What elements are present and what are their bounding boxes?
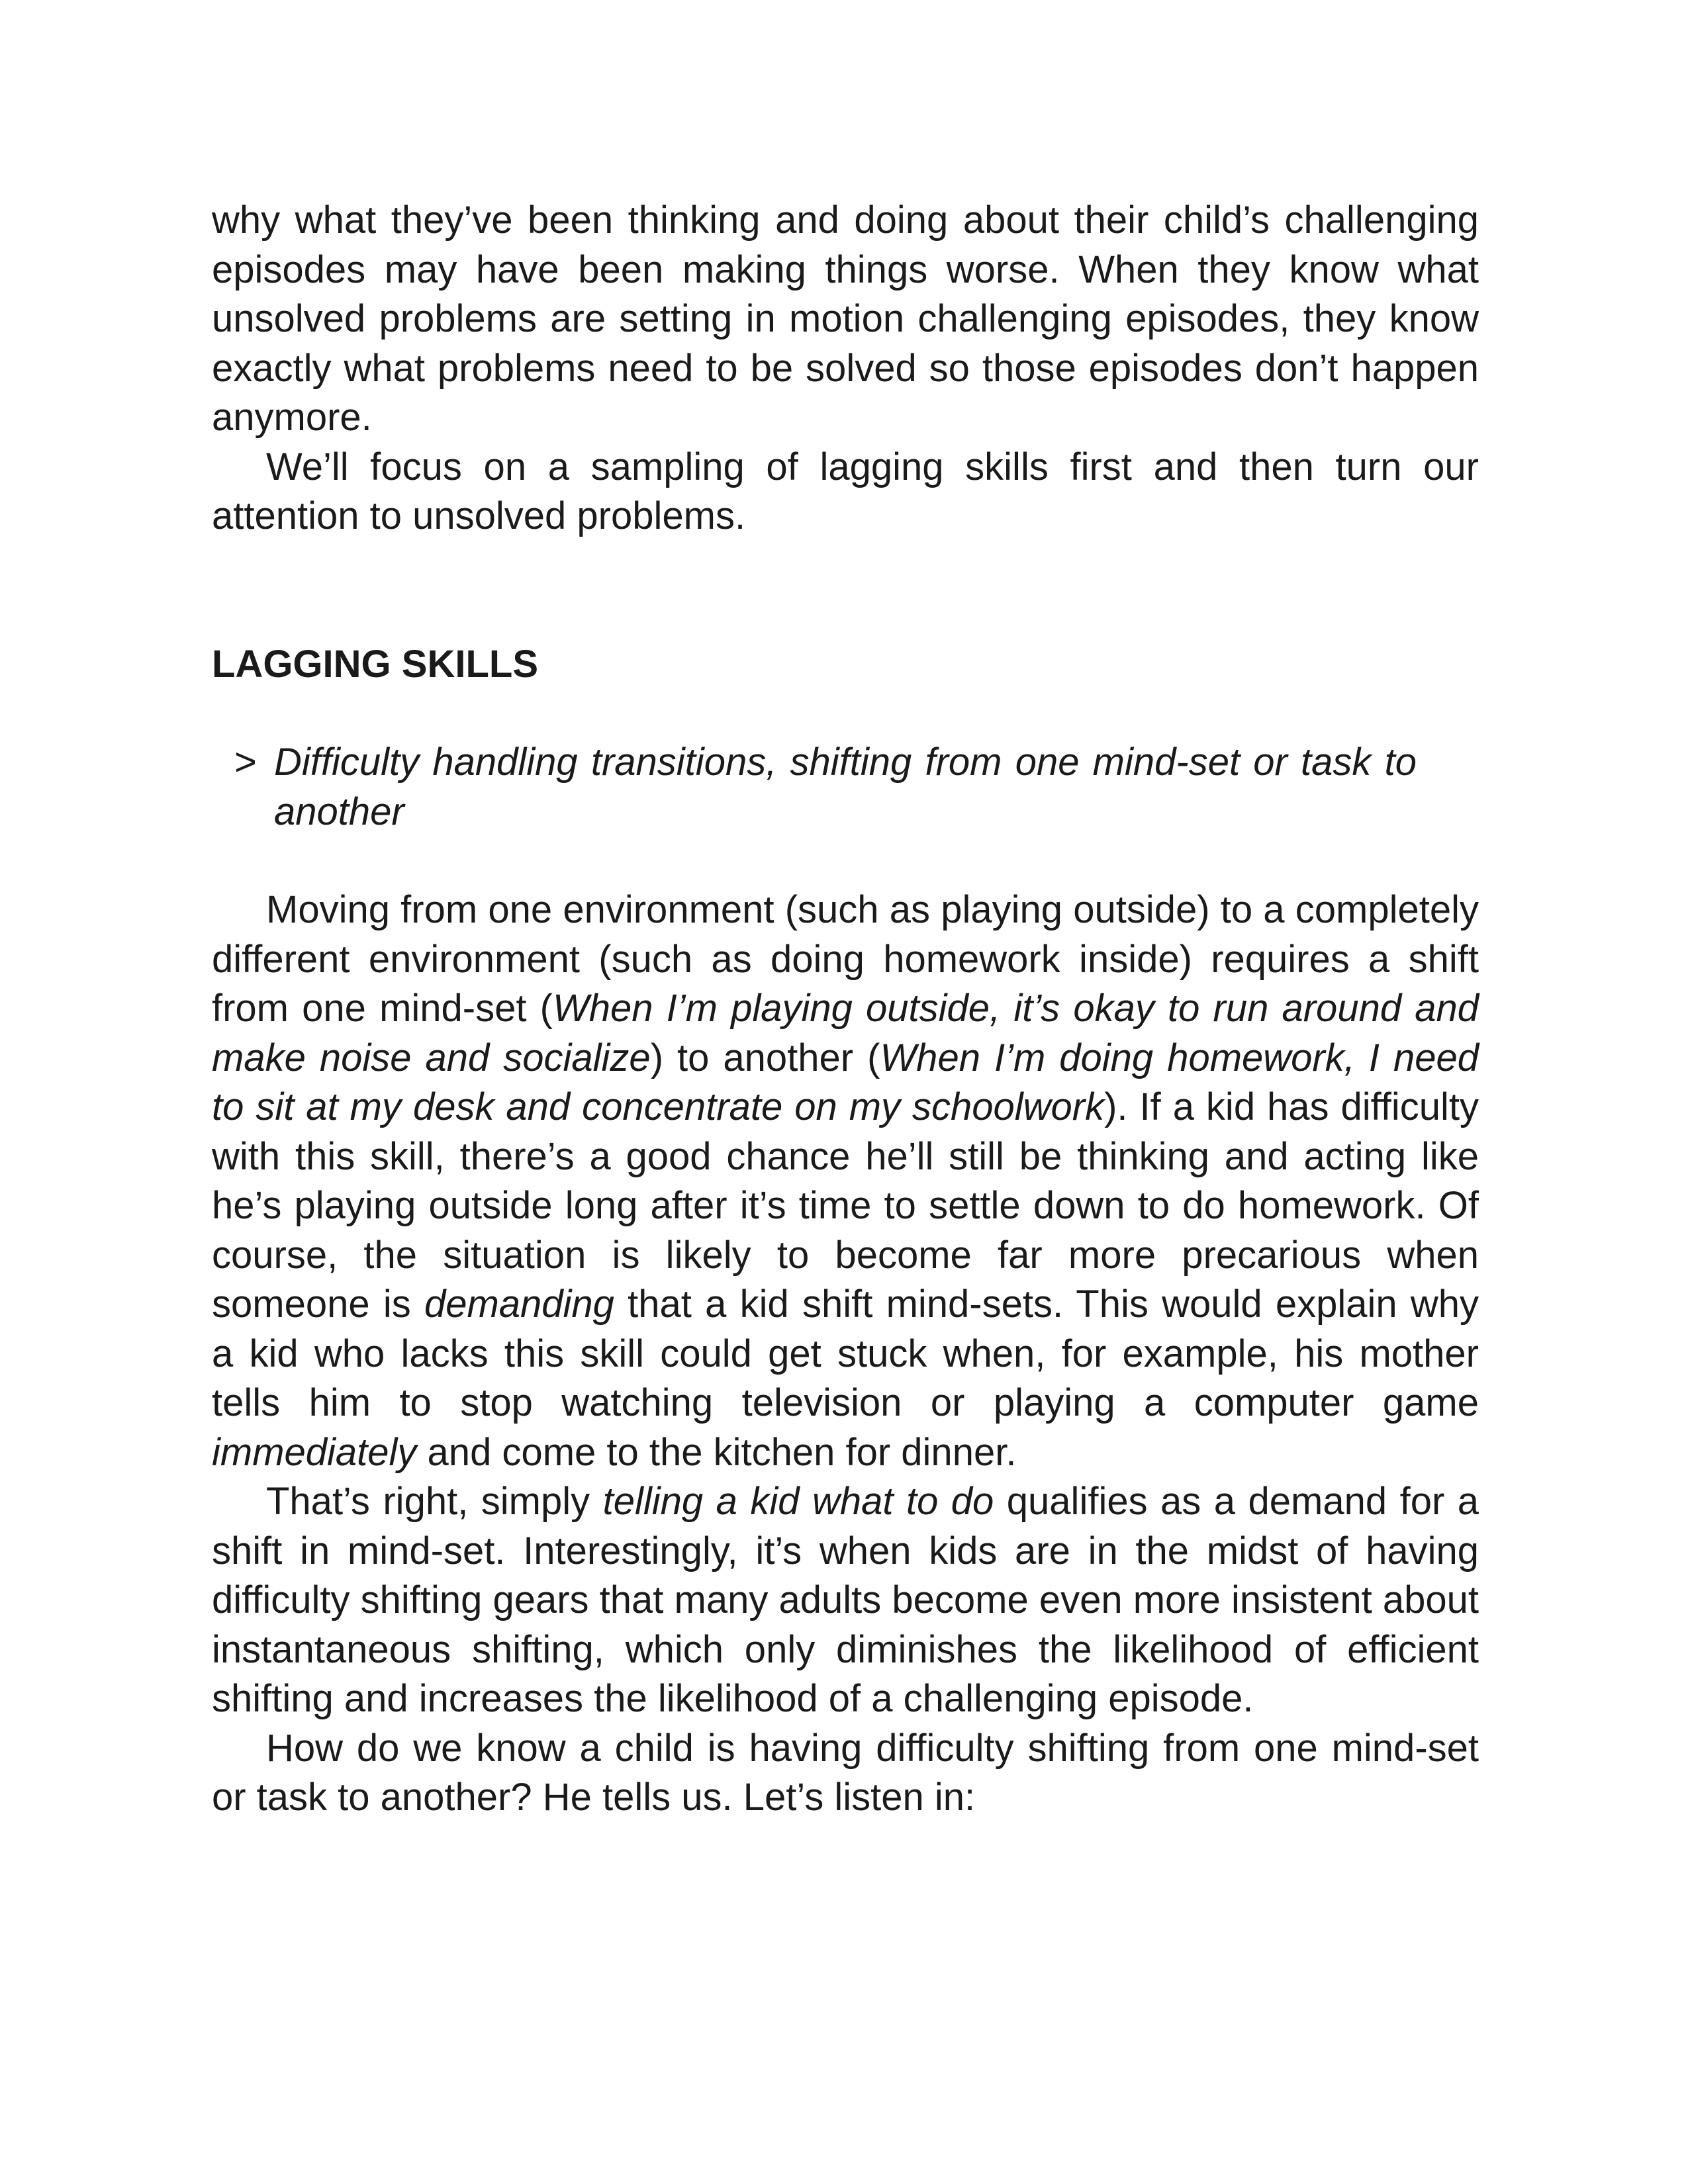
text-run: That’s right, simply — [266, 1480, 603, 1523]
bullet-marker: > — [234, 741, 257, 784]
section-heading: LAGGING SKILLS — [212, 642, 538, 686]
lagging-skill-text: Difficulty handling transitions, shifting from one mind-set or task to another — [274, 741, 1417, 833]
body-paragraph — [212, 886, 1479, 1477]
body-paragraph: why what they’ve been thinking and doing about their child’s challenging episodes may have been making things worse. When they know what unsolved problems are setting in motion challenging episodes, they know exactly what problems need to be solved so those episodes don’t happen anymore. — [212, 199, 1479, 439]
italic-run: telling a kid what to do — [602, 1480, 994, 1523]
text-run: qualifies as a demand for a shift in mind-set. Interestingly, it’s when kids are in the midst of having difficulty shifting gears that many adults become even more insistent about instantaneous shifting, which only diminishes the likelihood of efficient shifting and increases the likelihood of a challenging episode. — [212, 1480, 1479, 1720]
text-run: and come to the kitchen for dinner. — [416, 1430, 1017, 1474]
lagging-skill-item — [212, 738, 1417, 837]
italic-run: immediately — [212, 1430, 417, 1474]
body-paragraph — [212, 1477, 1479, 1724]
text-run: Moving from one environment (such as playing outside) to a completely different environment (such as doing homework inside) requires a shift from one mind-set ( — [212, 888, 1479, 1030]
italic-run: demanding — [424, 1283, 614, 1326]
italic-run: When I’m playing outside, it’s okay to run around and make noise and socialize — [212, 987, 1479, 1079]
text-run: that a kid shift mind-sets. This would explain why a kid who lacks this skill could get stuck when, for example, his mother tells him to stop watching television or playing a computer game — [212, 1283, 1479, 1424]
italic-run: When I’m doing homework, I need to sit at my desk and concentrate on my schoolwork — [212, 1036, 1479, 1128]
text-run: ) to another ( — [650, 1036, 880, 1079]
page-body — [212, 196, 1479, 1823]
body-paragraph: We’ll focus on a sampling of lagging skills first and then turn our attention to unsolved problems. — [212, 445, 1479, 537]
body-paragraph: How do we know a child is having difficulty shifting from one mind-set or task to another? He tells us. Let’s listen in: — [212, 1726, 1479, 1819]
text-run: ). If a kid has difficulty with this skill, there’s a good chance he’ll still be thinking and acting like he’s playing outside long after it’s time to settle down to do homework. Of course, the situation is likely to become far more precarious when someone is — [212, 1085, 1479, 1326]
